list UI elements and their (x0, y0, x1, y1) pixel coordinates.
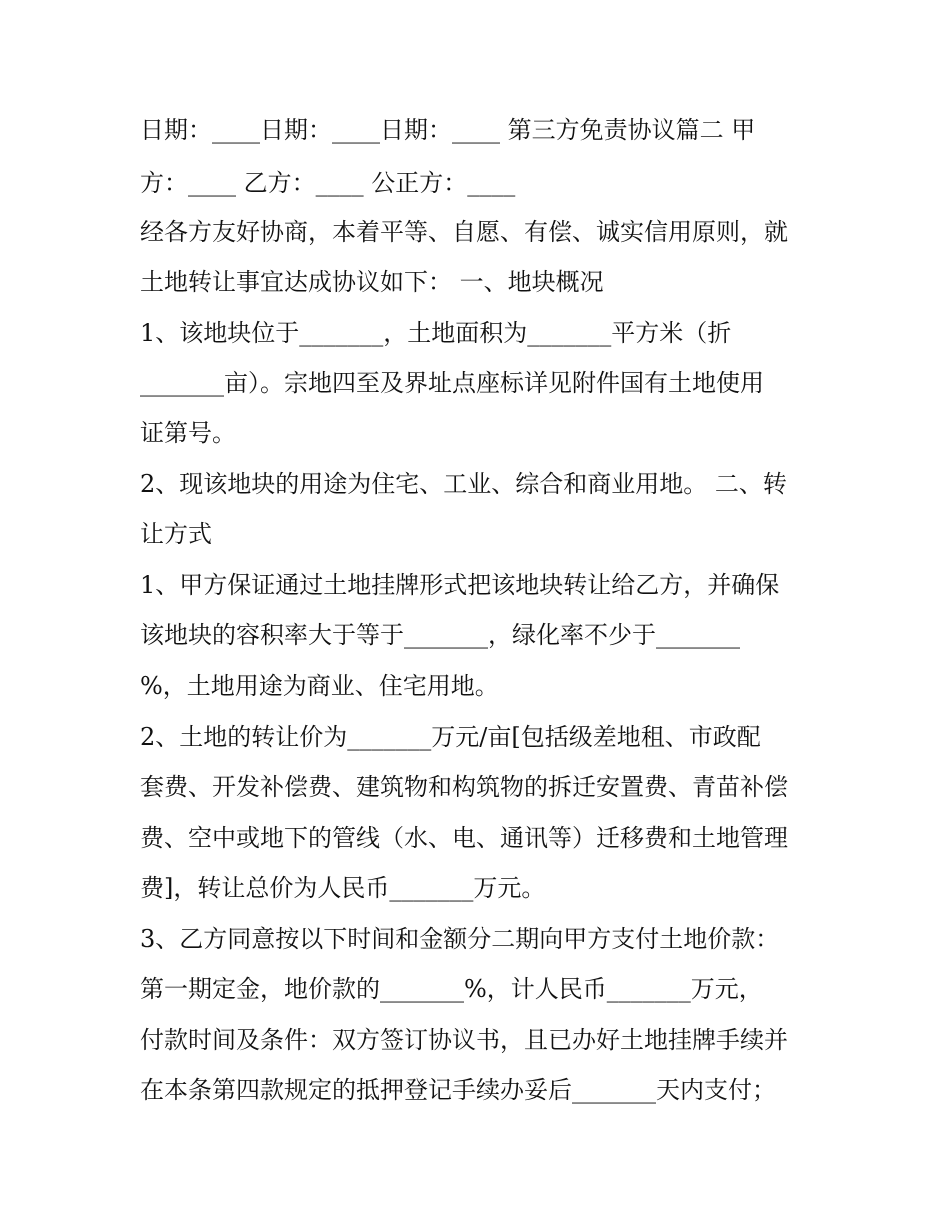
text-line: 日期：____日期：____日期：____ 第三方免责协议篇二 甲 (140, 116, 756, 144)
text-line: _______亩）。宗地四至及界址点座标详见附件国有土地使用 (140, 369, 764, 397)
text-line: 套费、开发补偿费、建筑物和构筑物的拆迁安置费、青苗补偿 (140, 773, 788, 801)
text-line: 3、乙方同意按以下时间和金额分二期向甲方支付土地价款： (140, 925, 780, 953)
text-line: 费、空中或地下的管线（水、电、通讯等）迁移费和土地管理 (140, 824, 788, 852)
text-line: 2、现该地块的用途为住宅、工业、综合和商业用地。 二、转 (140, 470, 787, 498)
text-line: 1、甲方保证通过土地挂牌形式把该地块转让给乙方，并确保 (140, 571, 780, 599)
text-line: 第一期定金，地价款的_______%，计人民币_______万元， (140, 975, 763, 1003)
text-line: %，土地用途为商业、住宅用地。 (140, 672, 499, 700)
text-line: 土地转让事宜达成协议如下： 一、地块概况 (140, 268, 604, 296)
text-line: 让方式 (140, 520, 212, 548)
text-line: 费]，转让总价为人民币_______万元。 (140, 874, 546, 902)
text-line: 经各方友好协商，本着平等、自愿、有偿、诚实信用原则，就 (140, 218, 788, 246)
text-line: 证第号。 (140, 419, 236, 447)
text-line: 付款时间及条件：双方签订协议书，且已办好土地挂牌手续并 (140, 1026, 788, 1054)
text-line: 1、该地块位于_______，土地面积为_______平方米（折 (140, 319, 732, 347)
text-line: 方：____ 乙方：____ 公正方：____ (140, 169, 516, 197)
text-line: 在本条第四款规定的抵押登记手续办妥后_______天内支付； (140, 1076, 776, 1104)
text-line: 2、土地的转让价为_______万元/亩[包括级差地租、市政配 (140, 723, 761, 751)
text-line: 该地块的容积率大于等于_______，绿化率不少于_______ (140, 621, 740, 649)
